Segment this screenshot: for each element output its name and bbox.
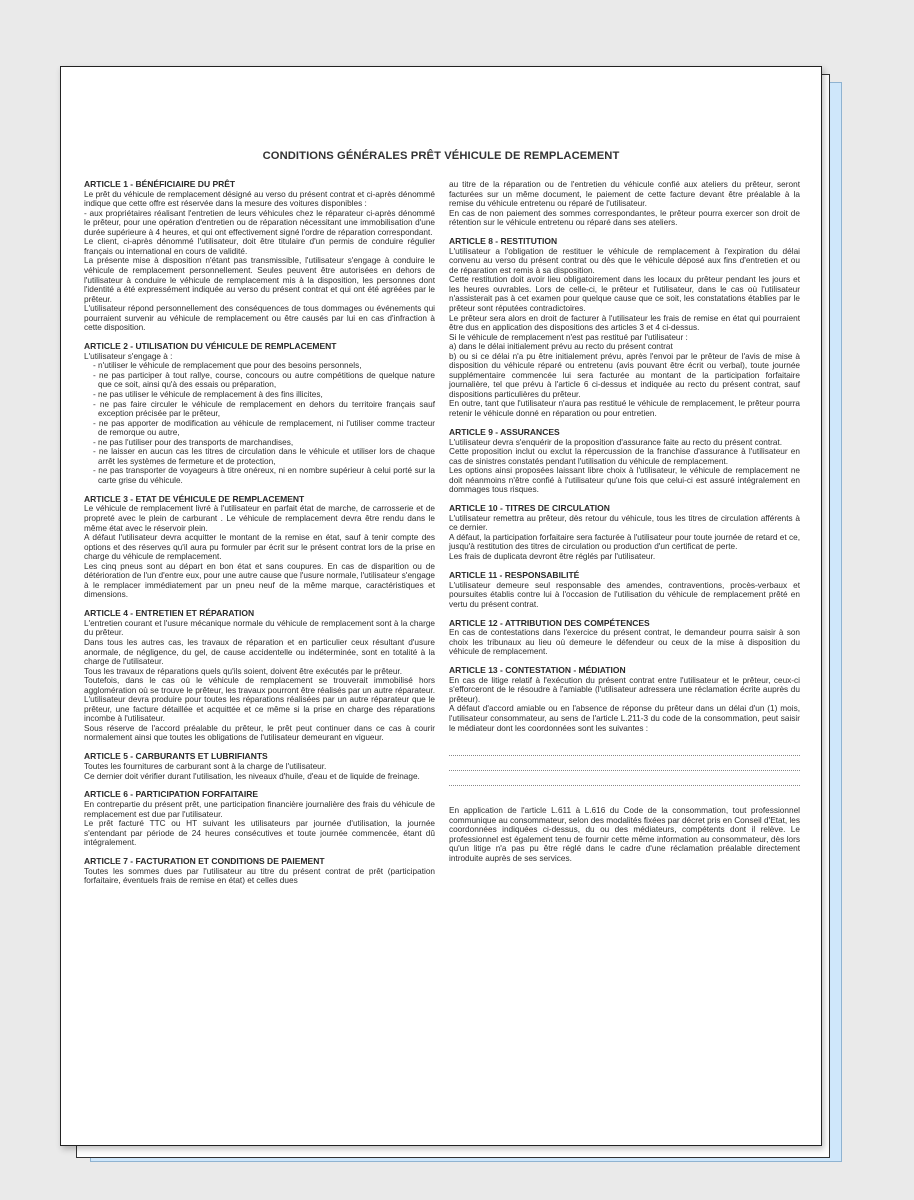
article-paragraph: Si le véhicule de remplacement n'est pas restitué par l'utilisateur : <box>449 332 688 342</box>
article-paragraph: b) ou si ce délai n'a pu être initialement prévu, après l'envoi par le prêteur de l'avis de mise à disposition du véhicule réparé ou entretenu (avis pouvant être écrit ou verbal), toute journée supplémentaire commencée lui sera facturée au montant de la participation forfaitaire journalière, tel que prévu à l'article 6 ci-dessus et indiquée au recto du présent contrat, sauf dispositions particulières du prêteur. <box>449 351 800 399</box>
article-paragraph: au titre de la réparation ou de l'entretien du véhicule confié aux ateliers du prêteur, seront facturées sur un même document, le paiement de cette facture devant être préalable à la remise du véhicule entretenu ou réparé de l'utilisateur. <box>449 180 800 209</box>
article-title: ARTICLE 6 - PARTICIPATION FORFAITAIRE <box>84 789 259 800</box>
article-paragraph: a) dans le délai initialement prévu au recto du présent contrat <box>449 342 673 352</box>
article-paragraph: Les frais de duplicata devront être réglés par l'utilisateur. <box>449 552 656 561</box>
article-6 <box>84 790 435 847</box>
article-8 <box>449 237 800 418</box>
article-paragraph: Cette restitution doit avoir lieu obligatoirement dans les locaux du prêteur pendant les jours et les heures ouvrables. Lors de celle-ci, le prêteur et l'utilisateur, dans le cas où l'utilisateur n'assisterait pas à cet examen pour quelque cause que ce soit, les constatations établies par le prêteur sont réputées contradictoires. <box>449 275 800 313</box>
mediator-line[interactable] <box>449 773 800 786</box>
list-item: - ne pas apporter de modification au véhicule de remplacement, ni l'utiliser comme tracteur de remorque ou autre, <box>84 419 435 438</box>
article-paragraph: A défaut d'accord amiable ou en l'absence de réponse du prêteur dans un délai d'un (1) mois, l'utilisateur consommateur, au sens de l'article L.211-3 du code de la consommation, peut saisir le médiateur dont les coordonnées sont les suivantes : <box>449 704 800 733</box>
right-column <box>449 180 800 873</box>
article-paragraph: L'entretien courant et l'usure mécanique normale du véhicule de remplacement sont à la charge du prêteur. <box>84 618 435 638</box>
article-title: ARTICLE 2 - UTILISATION DU VÉHICULE DE REMPLACEMENT <box>84 341 337 352</box>
article-paragraph: Sous réserve de l'accord préalable du prêteur, le prêt peut continuer dans ce cas à courir normalement ainsi que toutes les obligations de l'utilisateur demeurant en vigueur. <box>84 723 435 743</box>
article-10 <box>449 504 800 561</box>
mediator-line[interactable] <box>449 743 800 756</box>
list-item: - ne pas faire circuler le véhicule de remplacement en dehors du territoire français sauf exception précisée par le prêteur, <box>84 400 435 419</box>
article-paragraph: Tous les travaux de réparations quels qu'ils soient, doivent être exécutés par le prêteur. <box>84 666 403 676</box>
article-title: ARTICLE 3 - ETAT DE VÉHICULE DE REMPLACEMENT <box>84 493 305 504</box>
article-paragraph: L'utilisateur répond personnellement des conséquences de tous dommages ou événements qui pourraient survenir au véhicule de remplacement ou être causés par lui en cas d'infraction à cette disposition. <box>84 304 435 333</box>
article-paragraph: Le prêteur sera alors en droit de facturer à l'utilisateur les frais de remise en état qui pourraient être dus en application des dispositions des articles 3 et 4 ci-dessus. <box>449 313 800 333</box>
list-item: - ne pas utiliser le véhicule de remplacement à des fins illicites, <box>84 390 435 400</box>
article-paragraph: Les options ainsi proposées laissant libre choix à l'utilisateur, le véhicule de remplacement ne doit néanmoins n'être confié à l'utilisateur qu'une fois que celui-ci est assuré intégralement en dommages tous risques. <box>449 466 800 495</box>
article-title: ARTICLE 13 - CONTESTATION - MÉDIATION <box>449 665 626 676</box>
article-paragraph: En cas de contestations dans l'exercice du présent contrat, le demandeur pourra saisir à son choix les tribunaux au lieu où demeure le défendeur ou ceux de la mise à disposition du véhicule de remplacement. <box>449 628 800 657</box>
article-2 <box>84 342 435 485</box>
article-paragraph: En cas de non paiement des sommes correspondantes, le prêteur pourra exercer son droit de rétention sur le véhicule entretenu ou réparé dans ses ateliers. <box>449 208 800 228</box>
article-title: ARTICLE 9 - ASSURANCES <box>449 426 560 437</box>
mediator-coordinates-fields <box>449 743 800 786</box>
article-title: ARTICLE 12 - ATTRIBUTION DES COMPÉTENCES <box>449 617 650 628</box>
left-column <box>84 180 435 895</box>
list-item: - ne pas transporter de voyageurs à titre onéreux, ni en nombre supérieur à celui porté sur la carte grise du véhicule. <box>84 466 435 485</box>
list-item: - n'utiliser le véhicule de remplacement que pour des besoins personnels, <box>84 361 435 371</box>
article-paragraph: L'utilisateur remettra au prêteur, dès retour du véhicule, tous les titres de circulation afférents à ce dernier. <box>449 513 800 533</box>
article-7-continued <box>449 180 800 228</box>
article-paragraph: La présente mise à disposition n'étant pas transmissible, l'utilisateur s'engage à conduire le véhicule de remplacement personnellement. Seules peuvent être autorisées en dehors de l'utilisateur à conduire le véhicule de remplacement mis à la disposition, les personnes dont l'identité a été expressément indiquée au verso du présent contrat et qui ont été agréées par le prêteur. <box>84 256 435 304</box>
article-paragraph: En outre, tant que l'utilisateur n'aura pas restitué le véhicule de remplacement, le prêteur pourra retenir le véhicule donné en réparation ou pour entretien. <box>449 399 800 419</box>
article-paragraph: Toutes les sommes dues par l'utilisateur au titre du présent contrat de prêt (participation forfaitaire, éventuels frais de remise en état) et celles dues <box>84 866 435 886</box>
article-13 <box>449 666 800 863</box>
document-title: CONDITIONS GÉNÉRALES PRÊT VÉHICULE DE REMPLACEMENT <box>262 150 620 162</box>
article-4 <box>84 609 435 743</box>
obligation-list <box>84 361 435 485</box>
document-page <box>60 66 822 1146</box>
article-3 <box>84 495 435 600</box>
article-title: ARTICLE 1 - BÉNÉFICIAIRE DU PRÊT <box>84 179 236 189</box>
article-12 <box>449 619 800 657</box>
article-paragraph: En cas de litige relatif à l'exécution du présent contrat entre l'utilisateur et le prêteur, ceux-ci s'efforceront de le résoudre à l'amiable (l'utilisateur adressera une réclamation écrite auprès du prêteur). <box>449 675 800 704</box>
article-paragraph: A défaut, la participation forfaitaire sera facturée à l'utilisateur pour toute journée de retard et ce, jusqu'à restitution des titres de circulation ou production d'un certificat de perte. <box>449 532 800 552</box>
article-paragraph: Toutes les fournitures de carburant sont à la charge de l'utilisateur. <box>84 761 327 771</box>
article-paragraph: Les cinq pneus sont au départ en bon état et sans coupures. En cas de disparition ou de détérioration de l'un d'entre eux, pour une autre cause que l'usure normale, l'utilisateur s'engage à le remplacer immédiatement par un pneu neuf de la même marque, caractéristiques et dimensions. <box>84 561 435 600</box>
article-11 <box>449 571 800 609</box>
article-7 <box>84 857 435 886</box>
article-paragraph: Le client, ci-après dénommé l'utilisateur, doit être titulaire d'un permis de conduire régulier français ou international en cours de validité. <box>84 237 435 256</box>
article-title: ARTICLE 8 - RESTITUTION <box>449 236 558 247</box>
article-paragraph: L'utilisateur s'engage à : <box>84 351 173 361</box>
article-paragraph: Toutefois, dans le cas où le véhicule de remplacement se trouverait immobilisé hors agglomération où se trouve le prêteur, les travaux pourront être réalisés par un autre réparateur. L'utilisateur devra produire pour toutes les réparations réalisées par un autre réparateur que le prêteur, une facture détaillée et acquittée et ce même si la prise en charge des réparations incombe à l'utilisateur. <box>84 676 435 724</box>
article-paragraph: Ce dernier doit vérifier durant l'utilisation, les niveaux d'huile, d'eau et de liquide de freinage. <box>84 771 420 781</box>
article-9 <box>449 428 800 495</box>
article-title: ARTICLE 10 - TITRES DE CIRCULATION <box>449 503 610 514</box>
article-paragraph: L'utilisateur a l'obligation de restituer le véhicule de remplacement à l'expiration du délai convenu au verso du présent contrat ou dès que le véhicule déposé aux fins d'entretien et ou de réparation est remis à sa disposition. <box>449 246 800 275</box>
list-item: - ne pas l'utiliser pour des transports de marchandises, <box>84 438 435 448</box>
article-paragraph: A défaut l'utilisateur devra acquitter le montant de la remise en état, sauf à tenir compte des options et des réserves qu'il aura pu formuler par écrit sur le présent contrat lors de la prise en charge du véhicule de remplacement. <box>84 533 435 562</box>
article-title: ARTICLE 4 - ENTRETIEN ET RÉPARATION <box>84 608 255 619</box>
article-paragraph: Le véhicule de remplacement livré à l'utilisateur en parfait état de marche, de carrosserie et de propreté avec le plein de carburant . Le véhicule de remplacement devra être rendu dans le même état avec le réservoir plein. <box>84 504 435 533</box>
article-paragraph: Cette proposition inclut ou exclut la répercussion de la franchise d'assurance à l'utilisateur en cas de sinistres constatés pendant l'utilisation du véhicule de remplacement. <box>449 447 800 466</box>
article-title: ARTICLE 7 - FACTURATION ET CONDITIONS DE PAIEMENT <box>84 856 325 867</box>
article-paragraph: L'utilisateur devra s'enquérir de la proposition d'assurance faite au recto du présent contrat. <box>449 437 783 447</box>
article-paragraph: En application de l'article L.611 à L.616 du Code de la consommation, tout professionnel communique au consommateur, selon des modalités fixées par décret pris en Conseil d'Etat, les coordonnées indiquées ci-dessus, du ou des médiateurs, compétents dont il relève. Le professionnel est également tenu de fournir cette même information au consommateur, dès lors qu'un litige n'a pas pu être réglé dans le cadre d'une réclamation préalable directement introduite auprès de ses services. <box>449 806 801 863</box>
article-paragraph: Dans tous les autres cas, les travaux de réparation et en particulier ceux résultant d'usure anormale, de négligence, du gel, de cause accidentelle ou indéterminée, sont en totalité à la charge de l'utilisateur. <box>84 637 435 667</box>
list-item: - ne pas participer à tout rallye, course, concours ou autre compétitions de quelque nature que ce soit, ainsi qu'à des essais ou préparation, <box>84 371 435 390</box>
article-paragraph: - aux propriétaires réalisant l'entretien de leurs véhicules chez le réparateur ci-après dénommé le prêteur, pour une opération d'entretien ou de réparation nécessitant une immobilisation d'une durée supérieure à 4 heures, et qui ont effectivement signé l'ordre de réparation correspondant. <box>84 208 435 237</box>
article-1 <box>84 180 435 333</box>
article-paragraph: Le prêt facturé TTC ou HT suivant les utilisateurs par journée d'utilisation, la journée s'entendant par période de 24 heures consécutives et toute journée commencée, étant dû intégralement. <box>84 819 435 848</box>
article-title: ARTICLE 5 - CARBURANTS ET LUBRIFIANTS <box>84 751 268 762</box>
article-paragraph: Le prêt du véhicule de remplacement désigné au verso du présent contrat et ci-après dénommé indique que cette offre est réservée dans la mesure des voitures disponibles : <box>84 189 435 209</box>
list-item: - ne laisser en aucun cas les titres de circulation dans le véhicule et utiliser lors de chaque arrêt les systèmes de fermeture et de protection, <box>84 447 435 466</box>
mediator-line[interactable] <box>449 758 800 771</box>
article-paragraph: L'utilisateur demeure seul responsable des amendes, contraventions, procès-verbaux et poursuites établis contre lui à l'occasion de l'utilisation du véhicule de remplacement prêté en vertu du présent contrat. <box>449 580 800 609</box>
article-paragraph: En contrepartie du présent prêt, une participation financière journalière des frais du véhicule de remplacement est due par l'utilisateur. <box>84 800 435 819</box>
article-5 <box>84 752 435 781</box>
article-title: ARTICLE 11 - RESPONSABILITÉ <box>449 569 580 580</box>
